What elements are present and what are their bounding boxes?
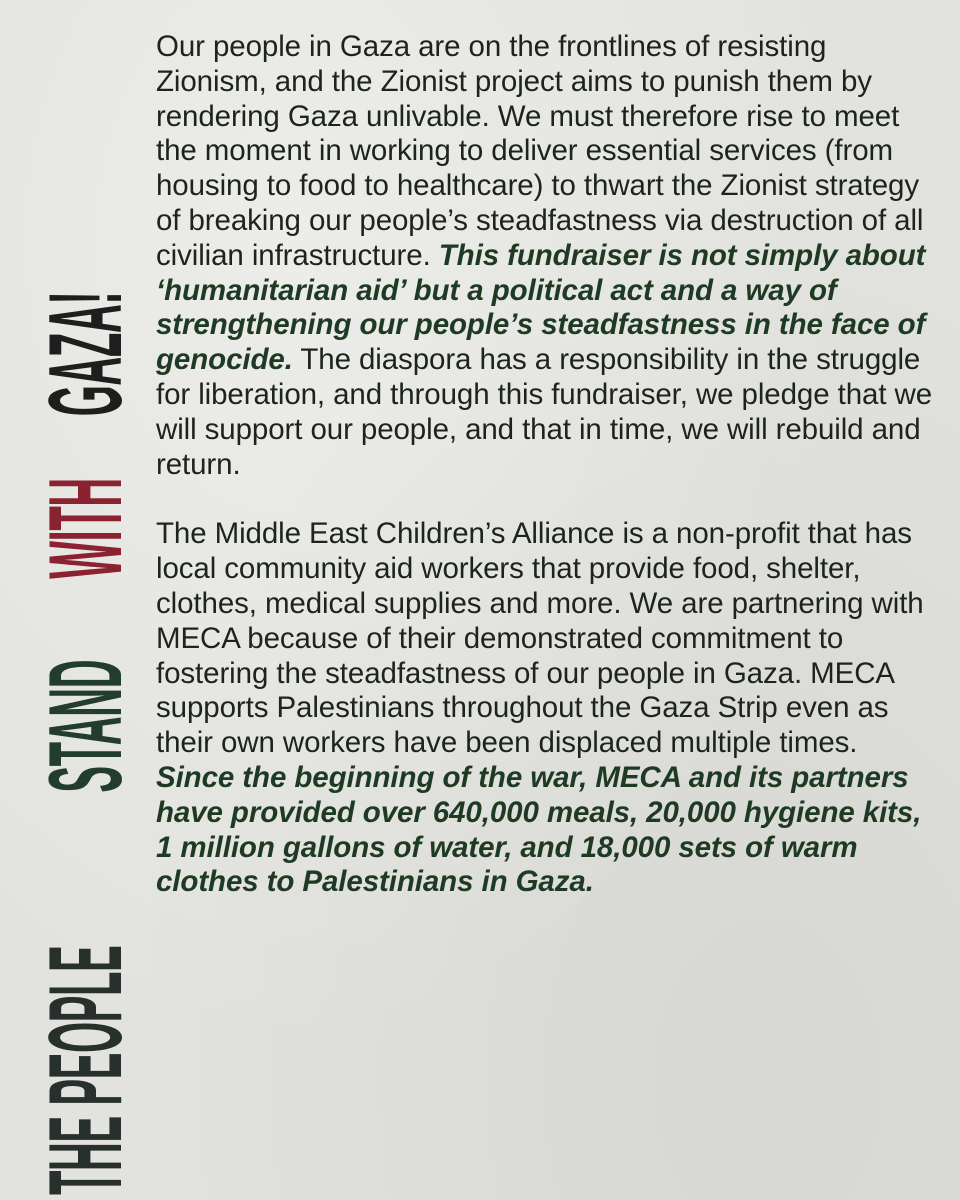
paragraph-2-emphasis: Since the beginning of the war, MECA and its partners have provided over 640,000 meals, 20,000 hygiene kits, 1 million gallons of water, and 18,000 sets of warm clothes to Palestinians in Gaza. (156, 760, 922, 899)
vertical-title (28, 15, 144, 1195)
paragraph-1-text-a: Our people in Gaza are on the frontlines of resisting Zionism, and the Zionist project aims to punish them by rendering Gaza unlivable. We must therefore rise to meet the moment in working to deliver essential services (from housing to food to healthcare) to thwart the Zionist strategy of breaking our people’s steadfastness via destruction of all civilian infrastructure. (156, 30, 924, 272)
vertical-title-text (28, 215, 144, 1195)
paragraph-2 (156, 517, 936, 900)
title-part-stand: STAND (28, 659, 144, 793)
title-part-the-people: THE PEOPLE (28, 945, 144, 1195)
title-part-gaza: GAZA! (28, 291, 144, 417)
paragraph-2-text-a: The Middle East Children’s Alliance is a non-profit that has local community aid workers that provide food, shelter, clothes, medical supplies and more. We are partnering with MECA because of their demonstrated commitment to fostering the steadfastness of our people in Gaza. MECA supports Palestinians throughout the Gaza Strip even as their own workers have been displaced multiple times. (156, 517, 924, 760)
title-part-with: WITH (28, 477, 144, 579)
paragraph-1-emphasis: This fundraiser is not simply about ‘humanitarian aid’ but a political act and a way of strengthening our people’s steadfastness in the face of genocide. (156, 238, 926, 377)
paragraph-1 (156, 30, 936, 482)
body-text (156, 30, 936, 900)
paragraph-1-text-b: The diaspora has a responsibility in the struggle for liberation, and through this fundraiser, we pledge that we will support our people, and that in time, we will rebuild and return. (156, 343, 933, 481)
